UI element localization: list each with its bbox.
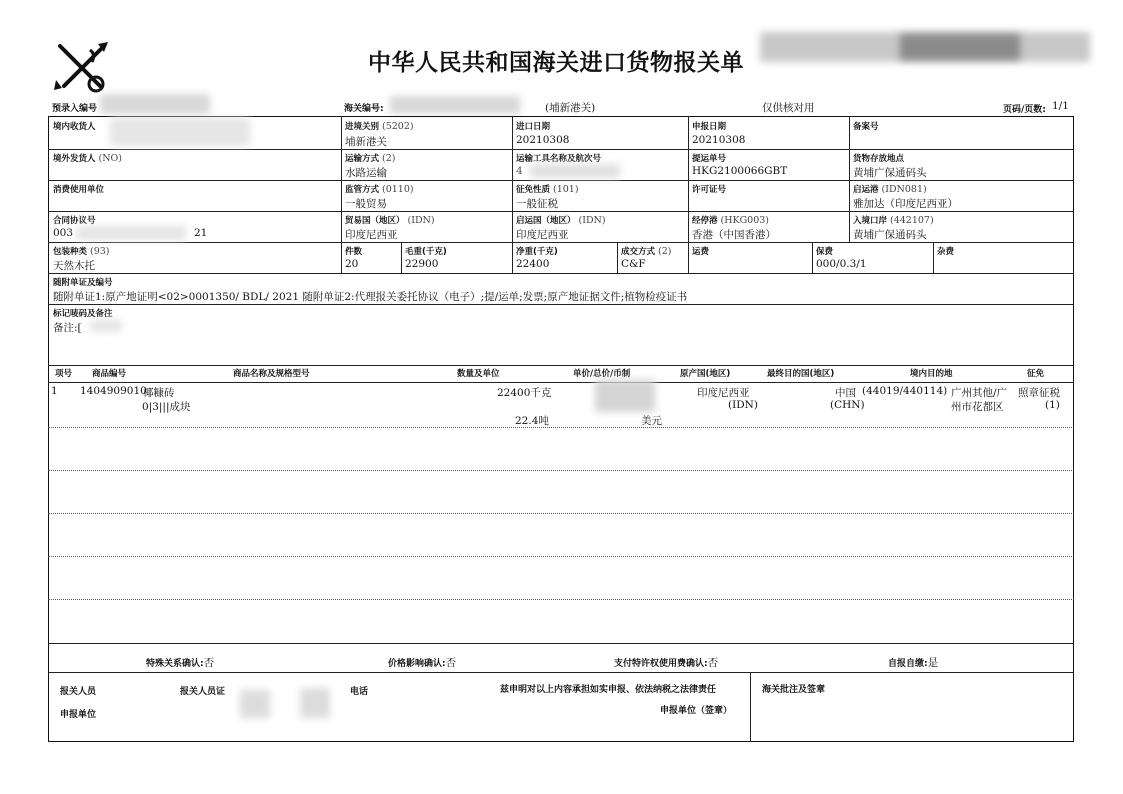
documents-label: 随附单证及编号	[53, 278, 113, 288]
entry-port-value: 黄埔广保通码头	[853, 229, 927, 241]
net-weight-label: 净重(千克)	[516, 247, 558, 257]
contract-value-start: 003	[53, 227, 74, 239]
goods-levy1: 照章征税	[1018, 387, 1060, 399]
misc-fee-label: 杂费	[937, 247, 955, 257]
goods-item-no: 1	[51, 385, 58, 397]
levy-nature-label: 征免性质 (101)	[516, 184, 579, 195]
customs-approval-label: 海关批注及签章	[762, 685, 826, 695]
trade-country-value: 印度尼西亚	[345, 229, 398, 241]
entry-customs-value: 埔新港关	[345, 136, 387, 148]
unit-seal-label: 申报单位（签章）	[660, 706, 733, 716]
goods-qty1: 22400千克	[497, 387, 552, 399]
departure-port-value: 雅加达（印度尼西亚）	[853, 198, 958, 210]
trade-country-label: 贸易国（地区） (IDN)	[345, 215, 435, 226]
customs-no-label: 海关编号:	[344, 104, 384, 114]
supervision-value: 一般贸易	[345, 198, 387, 210]
storage-value: 黄埔广保通码头	[853, 167, 927, 179]
goods-name: 椰糠砖	[143, 387, 175, 399]
origin-country-label: 启运国（地区） (IDN)	[516, 215, 606, 226]
storage-label: 货物存放地点	[853, 154, 905, 164]
page-title: 中华人民共和国海关进口货物报关单	[368, 50, 744, 76]
page-value: 1/1	[1052, 100, 1069, 112]
goods-spec: 0|3|||成块	[142, 401, 191, 413]
via-port-value: 香港（中国香港）	[692, 229, 776, 241]
goods-origin-code: (IDN)	[728, 399, 758, 411]
col-destination: 最终目的国(地区)	[767, 369, 835, 379]
transport-mode-value: 水路运输	[345, 167, 387, 179]
goods-code: 1404909010	[80, 385, 147, 397]
declarant-cert-label: 报关人员证	[180, 687, 226, 697]
prerecord-label: 预录入编号	[52, 104, 98, 114]
legal-statement: 兹申明对以上内容承担如实申报、依法纳税之法律责任	[500, 685, 717, 695]
net-weight-value: 22400	[516, 258, 550, 270]
domestic-consignee-label: 境内收货人	[53, 122, 96, 132]
col-domestic-dest: 境内目的地	[910, 369, 953, 379]
marks-value: 备注:[	[53, 322, 82, 334]
entry-customs-label: 进境关别 (5202)	[345, 121, 414, 132]
import-date-label: 进口日期	[516, 122, 551, 132]
col-qty-unit: 数量及单位	[457, 369, 500, 379]
col-levy: 征免	[1027, 369, 1045, 379]
documents-value: 随附单证1:原产地证明<02>0001350/ BDL/ 2021 随附单证2:代理报关委托协议（电子）;提/运单;发票;原产地证据文件;植物检疫证书	[53, 291, 688, 303]
port-note: (埔新港关)	[545, 102, 596, 114]
freight-label: 运费	[692, 247, 710, 257]
overseas-shipper-label: 境外发货人 (NO)	[53, 153, 122, 164]
package-type-value: 天然木托	[53, 260, 95, 272]
transport-mode-label: 运输方式 (2)	[345, 153, 396, 164]
supervision-label: 监管方式 (0110)	[345, 184, 414, 195]
price-impact-confirm: 价格影响确认:否	[388, 657, 457, 669]
contract-value-end: 21	[194, 227, 208, 239]
goods-domestic-code: (44019/440114)	[862, 385, 948, 397]
col-origin: 原产国(地区)	[680, 369, 731, 379]
declare-date-label: 申报日期	[692, 122, 727, 132]
goods-domestic-name2: 州市花都区	[951, 401, 1004, 413]
record-no-label: 备案号	[853, 122, 879, 132]
contract-label: 合同协议号	[53, 216, 96, 226]
col-item-no: 项号	[55, 369, 73, 379]
via-port-label: 经停港 (HKG003)	[692, 215, 770, 226]
declarant-label: 报关人员	[60, 687, 97, 697]
gross-weight-value: 22900	[405, 258, 439, 270]
levy-nature-value: 一般征税	[516, 198, 558, 210]
verify-note: 仅供核对用	[762, 102, 815, 114]
declare-unit-label: 申报单位	[60, 710, 97, 720]
transaction-mode-label: 成交方式 (2)	[621, 246, 672, 257]
departure-port-label: 启运港 (IDN081)	[853, 184, 927, 195]
goods-dest-code: (CHN)	[830, 399, 865, 411]
gross-weight-label: 毛重(千克)	[405, 247, 447, 257]
consumer-label: 消费使用单位	[53, 185, 105, 195]
package-type-label: 包装种类 (93)	[53, 246, 110, 257]
transaction-mode-value: C&F	[621, 258, 646, 270]
page-label: 页码/页数:	[1003, 105, 1046, 115]
import-date-value: 20210308	[516, 134, 570, 146]
pieces-label: 件数	[345, 247, 363, 257]
declare-date-value: 20210308	[692, 134, 746, 146]
bill-no-value: HKG2100066GBT	[692, 165, 788, 177]
marks-label: 标记唛码及备注	[53, 309, 113, 319]
insurance-value: 000/0.3/1	[816, 258, 867, 270]
royalty-confirm: 支付特许权使用费确认:否	[614, 657, 719, 669]
col-name-spec: 商品名称及规格型号	[233, 369, 310, 379]
insurance-label: 保费	[816, 247, 834, 257]
vessel-label: 运输工具名称及航次号	[516, 154, 602, 164]
goods-dest-name: 中国	[835, 387, 856, 399]
pieces-value: 20	[345, 258, 359, 270]
goods-qty2: 22.4吨	[515, 415, 549, 427]
self-declare-confirm: 自报自缴:是	[888, 657, 939, 669]
entry-port-label: 入境口岸 (442107)	[853, 215, 934, 226]
special-relation-confirm: 特殊关系确认:否	[146, 657, 215, 669]
phone-label: 电话	[350, 687, 369, 697]
col-code: 商品编号	[92, 369, 127, 379]
bill-no-label: 提运单号	[692, 154, 727, 164]
customs-emblem-icon	[52, 40, 112, 94]
origin-country-value: 印度尼西亚	[516, 229, 569, 241]
goods-origin-name: 印度尼西亚	[697, 387, 750, 399]
col-price: 单价/总价/币制	[573, 369, 631, 379]
vessel-value: 4	[516, 165, 523, 177]
license-label: 许可证号	[692, 185, 727, 195]
goods-currency: 美元	[641, 415, 662, 427]
goods-levy2: (1)	[1045, 399, 1060, 411]
goods-domestic-name1: 广州其他/广	[951, 387, 1008, 399]
